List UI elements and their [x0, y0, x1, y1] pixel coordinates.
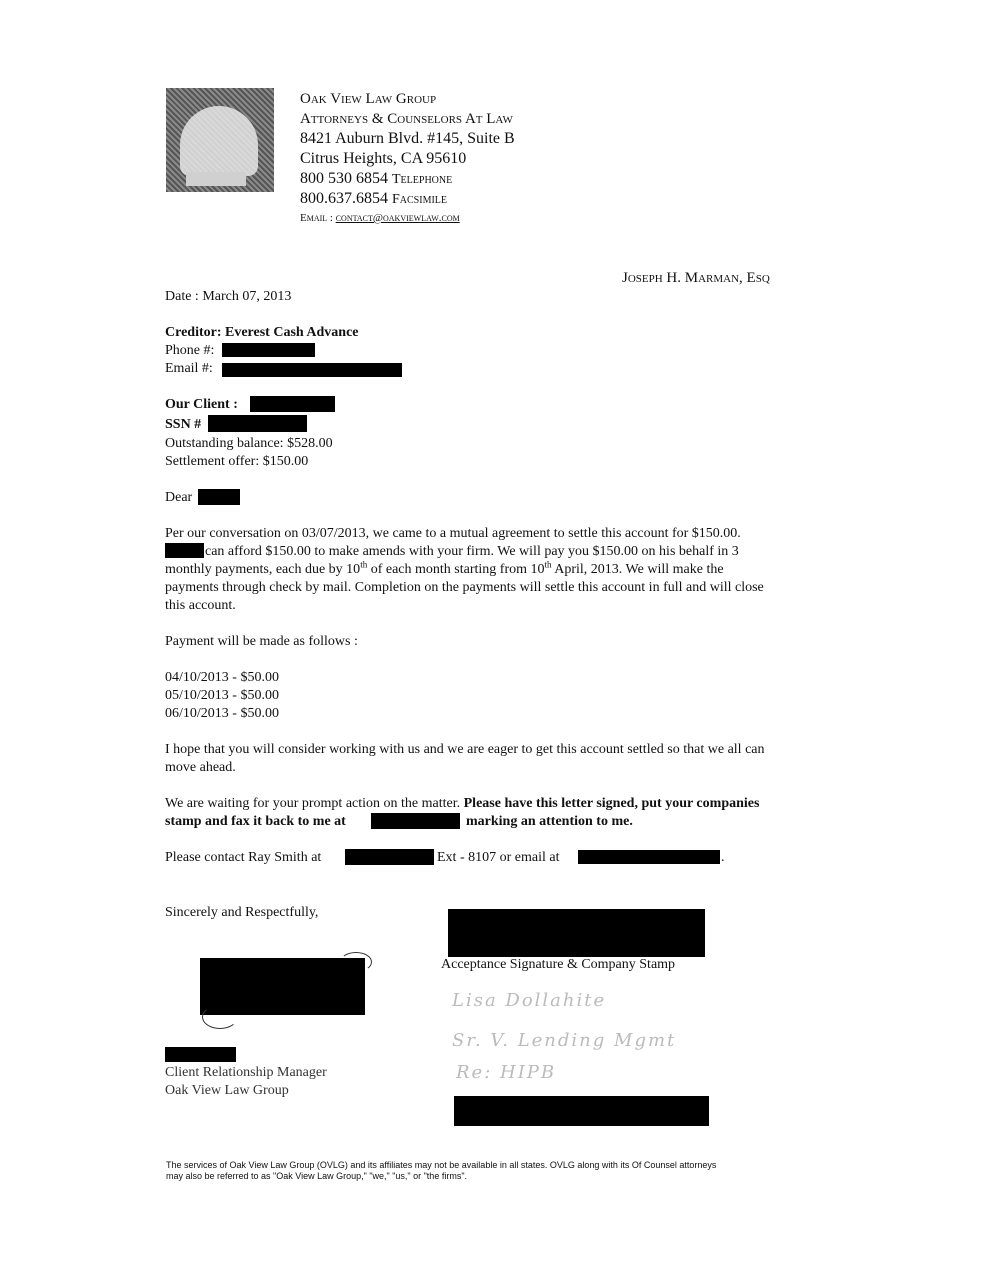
letter-date: Date : March 07, 2013 — [165, 289, 292, 304]
contact-text-a: Please contact Ray Smith at — [165, 850, 322, 865]
creditor-email-label: Email #: — [165, 361, 213, 376]
footer-line-1: The services of Oak View Law Group (OVLG) and its affiliates may not be available in all states. OVLG along with its Of Counsel attorneys — [166, 1160, 717, 1170]
salutation: Dear — [165, 490, 193, 505]
payment-intro: Payment will be made as follows : — [165, 634, 358, 649]
body-p4-line2a: stamp and fax it back to me at — [165, 814, 346, 829]
redaction-ssn — [208, 415, 307, 432]
redaction-client-name — [250, 396, 335, 412]
fax-number: 800.637.6854 — [300, 190, 388, 207]
contact-text-c: . — [721, 850, 725, 865]
sup-th-1: th — [360, 559, 368, 570]
redaction-acceptance-signature — [448, 909, 705, 957]
body-p1-line3a: monthly payments, each due by 10 — [165, 562, 361, 577]
payment-2: 05/10/2013 - $50.00 — [165, 688, 279, 703]
firm-name: Oak View Law Group — [300, 91, 437, 107]
body-p1-line4: payments through check by mail. Completion on the payments will settle this account in full and will close — [165, 580, 764, 595]
firm-fax — [300, 189, 447, 210]
stamp-line-2: Sr. V. Lending Mgmt — [452, 1030, 677, 1051]
creditor-name: Creditor: Everest Cash Advance — [165, 325, 359, 340]
redaction-contact-phone — [345, 849, 434, 865]
redaction-fax-number — [371, 813, 460, 829]
firm-phone — [300, 169, 452, 190]
payment-1: 04/10/2013 - $50.00 — [165, 670, 279, 685]
redaction-creditor-email — [222, 363, 402, 377]
firm-address-line2: Citrus Heights, CA 95610 — [300, 150, 467, 167]
redaction-contact-email — [578, 850, 720, 864]
logo-figure — [180, 106, 258, 176]
contact-text-b: Ext - 8107 or email at — [437, 850, 560, 865]
body-p1-line3c: April, 2013. We will make the — [551, 562, 724, 577]
acceptance-label: Acceptance Signature & Company Stamp — [441, 957, 676, 972]
body-p3-line1: I hope that you will consider working with us and we are eager to get this account settled so that we all can — [165, 742, 765, 757]
email-label: Email : — [300, 212, 333, 224]
signature-stroke-bottom — [202, 1005, 238, 1029]
body-p3-line2: move ahead. — [165, 760, 236, 775]
fax-label: Facsimile — [392, 192, 448, 207]
payment-3: 06/10/2013 - $50.00 — [165, 706, 279, 721]
body-p4-line1a: We are waiting for your prompt action on the matter. — [165, 796, 464, 811]
email-link[interactable]: contact@oakviewlaw.com — [335, 212, 460, 224]
redaction-signer-name — [165, 1047, 236, 1062]
sup-th-2: th — [544, 559, 552, 570]
closing: Sincerely and Respectfully, — [165, 905, 319, 920]
body-p1-line1: Per our conversation on 03/07/2013, we came to a mutual agreement to settle this account for $150.00. — [165, 526, 741, 541]
ssn-label: SSN # — [165, 417, 202, 432]
phone-number: 800 530 6854 — [300, 170, 388, 187]
body-p1-line3 — [165, 561, 845, 579]
redaction-acceptance-bottom — [454, 1096, 709, 1126]
footer-line-2: may also be referred to as "Oak View Law Group," "we," "us," or "the firms". — [166, 1171, 468, 1181]
firm-tagline: Attorneys & Counselors At Law — [300, 111, 513, 127]
firm-address-line1: 8421 Auburn Blvd. #145, Suite B — [300, 130, 515, 147]
body-p1-line5: this account. — [165, 598, 236, 613]
outstanding-balance: Outstanding balance: $528.00 — [165, 436, 333, 451]
body-p1-line3b: of each month starting from 10 — [367, 562, 545, 577]
signer-firm: Oak View Law Group — [165, 1083, 289, 1098]
redaction-client-name-body — [165, 543, 204, 558]
stamp-line-3: Re: HIPB — [456, 1062, 557, 1083]
attorney-name: Joseph H. Marman, Esq — [622, 270, 770, 286]
phone-label: Telephone — [392, 172, 453, 187]
signer-title: Client Relationship Manager — [165, 1065, 327, 1080]
body-p1-line2: can afford $150.00 to make amends with your firm. We will pay you $150.00 on his behalf in 3 — [205, 544, 739, 559]
redaction-creditor-phone — [222, 343, 315, 357]
body-p4-line2b: marking an attention to me. — [466, 814, 633, 829]
logo-base — [186, 172, 246, 186]
footer-disclaimer — [166, 1160, 846, 1182]
creditor-phone-label: Phone #: — [165, 343, 215, 358]
firm-email — [300, 211, 460, 225]
body-p4-line1b: Please have this letter signed, put your companies — [463, 796, 760, 811]
settlement-offer: Settlement offer: $150.00 — [165, 454, 309, 469]
client-label: Our Client : — [165, 397, 238, 412]
firm-logo — [166, 88, 274, 192]
body-p4-line1 — [165, 795, 845, 813]
stamp-line-1: Lisa Dollahite — [452, 990, 607, 1011]
redaction-salutation-name — [198, 489, 240, 505]
